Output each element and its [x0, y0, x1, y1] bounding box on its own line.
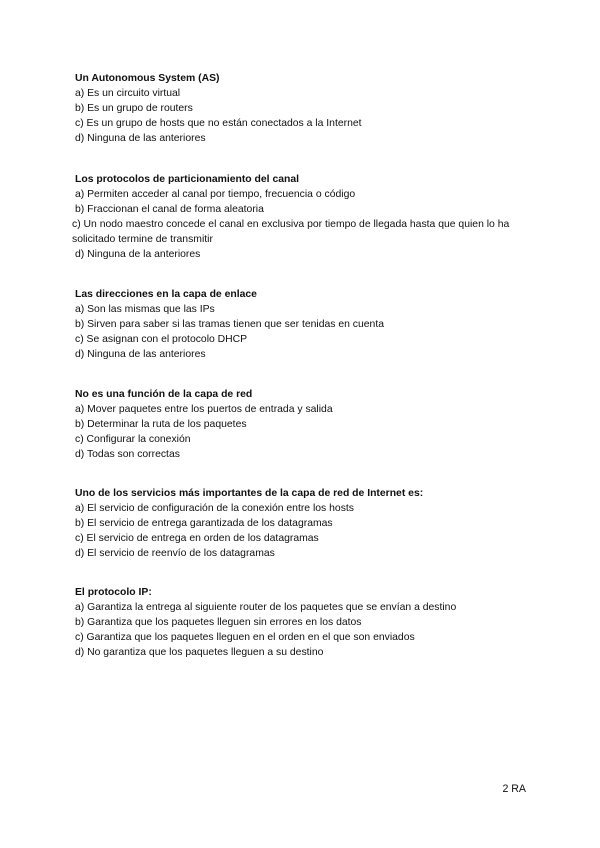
option-d: d) Todas son correctas: [75, 449, 180, 460]
option-b: b) Garantiza que los paquetes lleguen sin errores en los datos: [75, 617, 362, 628]
page-number: 2 RA: [502, 783, 526, 795]
option-d: d) Ninguna de las anteriores: [75, 133, 206, 144]
option-b: b) Sirven para saber si las tramas tienen que ser tenidas en cuenta: [75, 319, 385, 330]
option-c: c) Se asignan con el protocolo DHCP: [75, 334, 248, 345]
question-1: [75, 71, 362, 146]
option-a: a) Garantiza la entrega al siguiente router de los paquetes que se envían a destino: [75, 602, 457, 613]
option-d: d) El servicio de reenvío de los datagramas: [75, 548, 275, 559]
option-b: b) Es un grupo de routers: [75, 103, 193, 114]
option-c: c) Configurar la conexión: [75, 434, 191, 445]
question-title: Los protocolos de particionamiento del canal: [75, 174, 300, 185]
option-b: b) El servicio de entrega garantizada de los datagramas: [75, 518, 333, 529]
option-c: c) Garantiza que los paquetes lleguen en el orden en el que son enviados: [75, 632, 415, 643]
option-c: c) El servicio de entrega en orden de los datagramas: [75, 533, 319, 544]
option-a: a) Son las mismas que las IPs: [75, 304, 215, 315]
question-title: Un Autonomous System (AS): [75, 73, 220, 84]
question-title: No es una función de la capa de red: [75, 389, 253, 400]
question-2: [72, 172, 534, 262]
option-b: b) Determinar la ruta de los paquetes: [75, 419, 247, 430]
question-title: El protocolo IP:: [75, 587, 152, 598]
option-a: a) Permiten acceder al canal por tiempo, frecuencia o código: [75, 189, 356, 200]
option-b: b) Fraccionan el canal de forma aleatoria: [75, 204, 264, 215]
option-a: a) Es un circuito virtual: [75, 88, 181, 99]
option-c: c) Un nodo maestro concede el canal en exclusiva por tiempo de llegada hasta que quien lo ha solicitado termine de transmitir: [72, 219, 510, 245]
question-title: Uno de los servicios más importantes de la capa de red de Internet es:: [75, 488, 424, 499]
question-5: [75, 486, 423, 561]
option-d: d) No garantiza que los paquetes lleguen a su destino: [75, 647, 324, 658]
question-title: Las direcciones en la capa de enlace: [75, 289, 257, 300]
question-4: [75, 387, 333, 462]
option-c: c) Es un grupo de hosts que no están conectados a la Internet: [75, 118, 362, 129]
option-d: d) Ninguna de las anteriores: [75, 349, 206, 360]
question-3: [75, 287, 384, 362]
option-a: a) El servicio de configuración de la conexión entre los hosts: [75, 503, 354, 514]
option-d: d) Ninguna de la anteriores: [75, 249, 201, 260]
option-a: a) Mover paquetes entre los puertos de entrada y salida: [75, 404, 333, 415]
question-6: [75, 585, 456, 660]
